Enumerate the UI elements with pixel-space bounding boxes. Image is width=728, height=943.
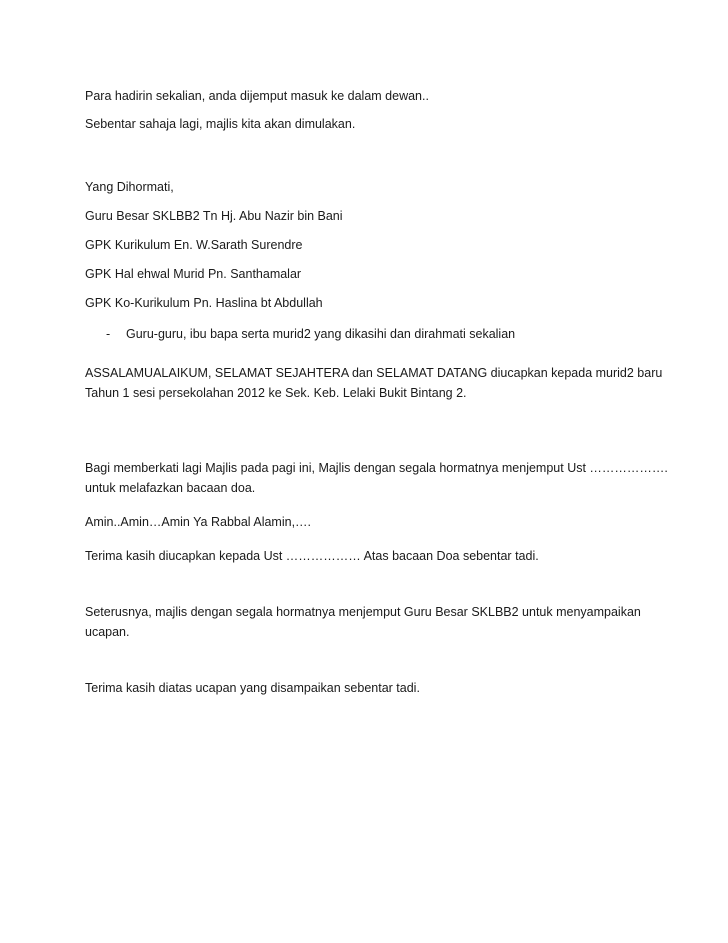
intro-line-2: Sebentar sahaja lagi, majlis kita akan dimulakan. [85, 117, 356, 131]
dignitary-gpk-hem: GPK Hal ehwal Murid Pn. Santhamalar [85, 267, 302, 281]
dignitary-gpk-kokurikulum: GPK Ko-Kurikulum Pn. Haslina bt Abdullah [85, 296, 323, 310]
doa-invite-line-1: Bagi memberkati lagi Majlis pada pagi ini, Majlis dengan segala hormatnya menjemput Ust ………………. [85, 461, 668, 475]
speech-invite-line-1: Seterusnya, majlis dengan segala hormatnya menjemput Guru Besar SKLBB2 untuk menyampaikan [85, 605, 641, 619]
bullet-marker: - [106, 327, 111, 341]
bullet-text: Guru-guru, ibu bapa serta murid2 yang dikasihi dan dirahmati sekalian [126, 327, 516, 341]
greeting-line-2: Tahun 1 sesi persekolahan 2012 ke Sek. Keb. Lelaki Bukit Bintang 2. [85, 386, 467, 400]
amin-line: Amin..Amin…Amin Ya Rabbal Alamin,…. [85, 515, 312, 529]
thanks-ust-line: Terima kasih diucapkan kepada Ust ……………… Atas bacaan Doa sebentar tadi. [85, 549, 539, 563]
speech-invite-line-2: ucapan. [85, 625, 130, 639]
doa-invite-line-2: untuk melafazkan bacaan doa. [85, 481, 256, 495]
dignitary-gpk-kurikulum: GPK Kurikulum En. W.Sarath Surendre [85, 238, 303, 252]
dignitary-guru-besar: Guru Besar SKLBB2 Tn Hj. Abu Nazir bin Bani [85, 209, 343, 223]
greeting-line-1: ASSALAMUALAIKUM, SELAMAT SEJAHTERA dan SELAMAT DATANG diucapkan kepada murid2 baru [85, 366, 663, 380]
intro-line-1: Para hadirin sekalian, anda dijemput masuk ke dalam dewan.. [85, 89, 429, 103]
thanks-speech-line: Terima kasih diatas ucapan yang disampaikan sebentar tadi. [85, 681, 420, 695]
salutation: Yang Dihormati, [85, 180, 174, 194]
